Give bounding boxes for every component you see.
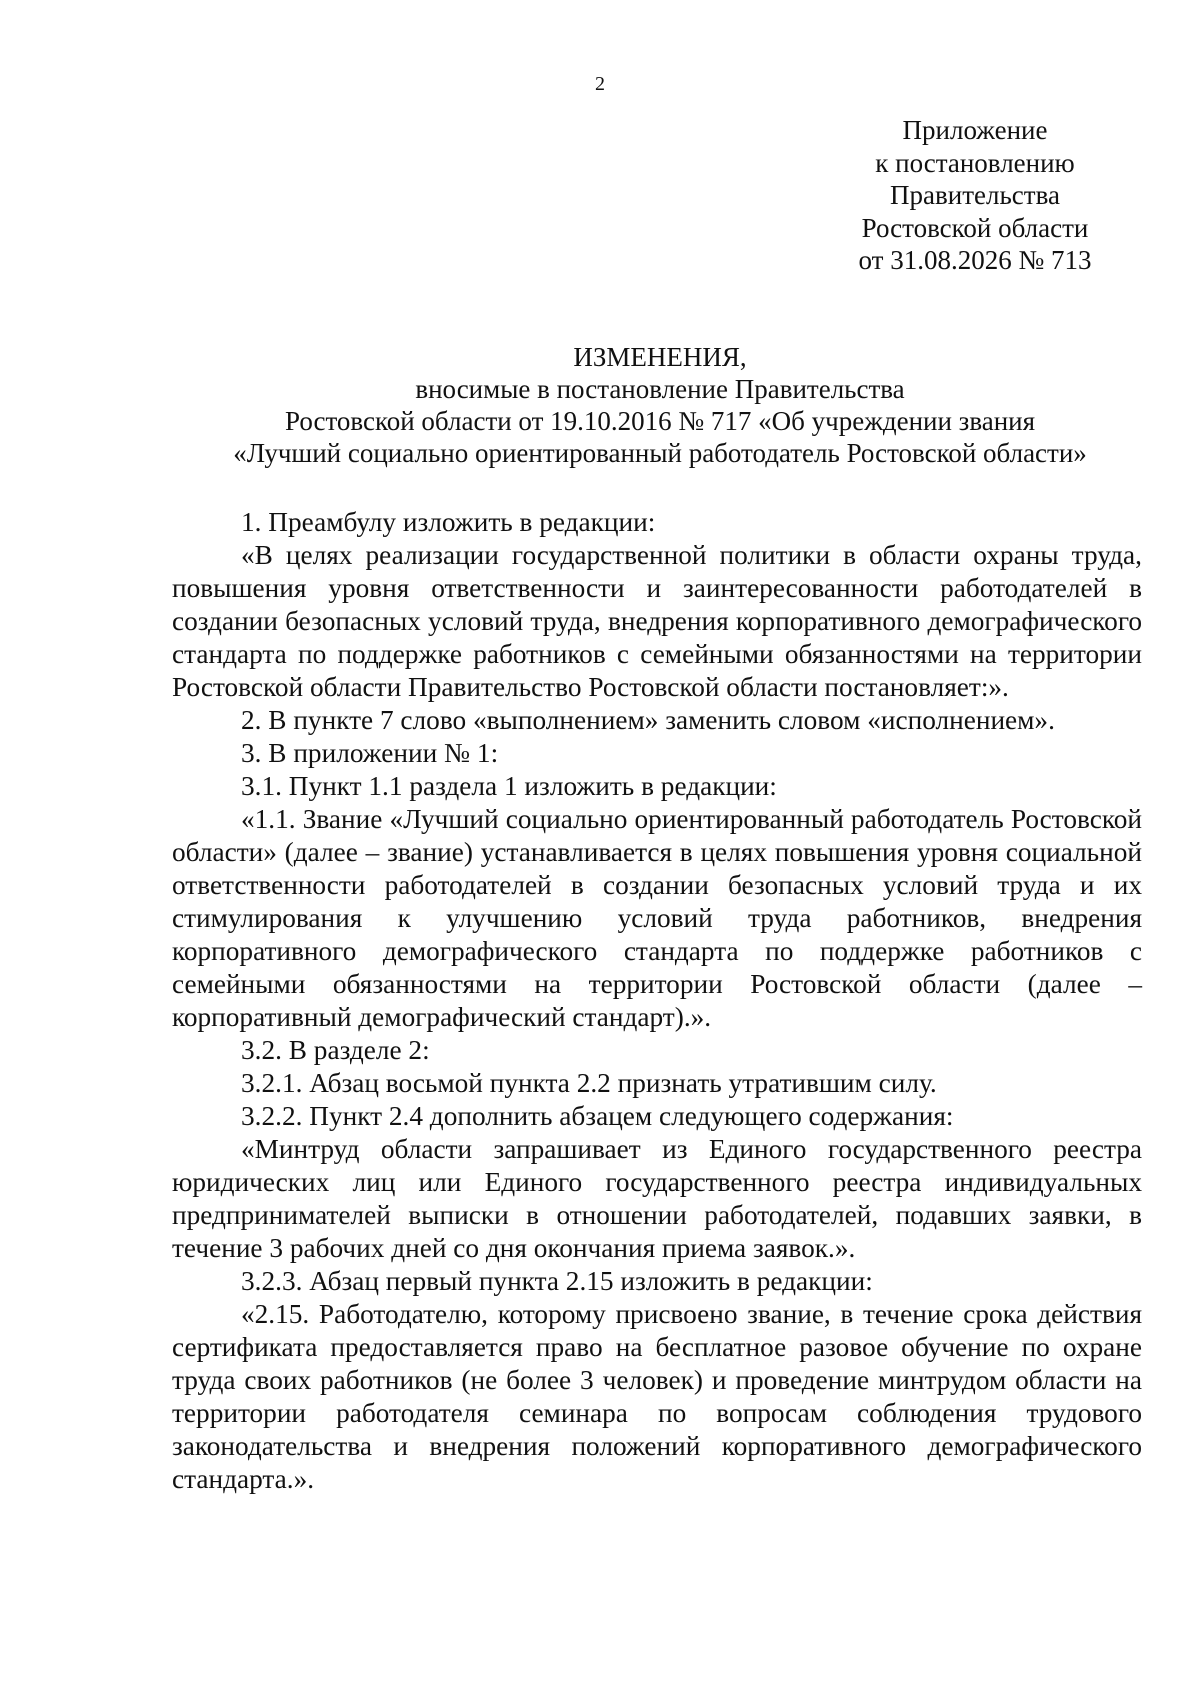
paragraph-item-3-2-1: 3.2.1. Абзац восьмой пункта 2.2 признать утратившим силу. xyxy=(241,1068,937,1098)
paragraph-item-3-2-2: 3.2.2. Пункт 2.4 дополнить абзацем следующего содержания: xyxy=(241,1101,954,1131)
appendix-line: Правительства xyxy=(890,180,1060,210)
appendix-header xyxy=(830,114,1120,277)
title-line: вносимые в постановление Правительства xyxy=(415,374,905,404)
document-title xyxy=(150,341,1170,469)
paragraph-item-3-1: 3.1. Пункт 1.1 раздела 1 изложить в редакции: xyxy=(241,771,777,801)
paragraph-item-1: 1. Преамбулу изложить в редакции: xyxy=(241,507,656,537)
title-heading: ИЗМЕНЕНИЯ, xyxy=(573,342,747,372)
page-number: 2 xyxy=(595,73,605,95)
paragraph-item-2: 2. В пункте 7 слово «выполнением» заменить словом «исполнением». xyxy=(241,705,1055,735)
title-line: «Лучший социально ориентированный работодатель Ростовской области» xyxy=(233,438,1087,468)
paragraph-item-3-2-3: 3.2.3. Абзац первый пункта 2.15 изложить в редакции: xyxy=(241,1266,873,1296)
paragraph-item-3: 3. В приложении № 1: xyxy=(241,738,499,768)
appendix-date-number: от 31.08.2026 № 713 xyxy=(858,245,1092,275)
document-body xyxy=(172,506,1142,1496)
paragraph-preamble-text: «В целях реализации государственной политики в области охраны труда, повышения уровня ответственности и заинтересованности работодателей в создании безопасных условий труда, внедрения корпоративного демографического стандарта по поддержке работников с семейными обязанностями на территории Ростовской области Правительство Ростовской области постановляет:». xyxy=(172,540,1142,702)
paragraph-item-2-15-text: «2.15. Работодателю, которому присвоено звание, в течение срока действия сертификата предоставляется право на бесплатное разовое обучение по охране труда своих работников (не более 3 человек) и проведение минтрудом области на территории работодателя семинара по вопросам соблюдения трудового законодательства и внедрения положений корпоративного демографического стандарта.». xyxy=(172,1299,1142,1494)
appendix-line: Ростовской области xyxy=(861,212,1089,243)
appendix-line: к постановлению xyxy=(875,147,1075,178)
appendix-line: Приложение xyxy=(902,115,1048,145)
paragraph-item-3-2: 3.2. В разделе 2: xyxy=(241,1035,430,1065)
paragraph-mintrud-text: «Минтруд области запрашивает из Единого государственного реестра юридических лиц или Единого государственного реестра индивидуальных предпринимателей выписки в отношении работодателей, подавших заявки, в течение 3 рабочих дней со дня окончания приема заявок.». xyxy=(172,1134,1142,1263)
paragraph-item-1-1-text: «1.1. Звание «Лучший социально ориентированный работодатель Ростовской области» (далее – звание) устанавливается в целях повышения уровня социальной ответственности работодателей в создании безопасных условий труда и их стимулирования к улучшению условий труда работников, внедрения корпоративного демографического стандарта по поддержке работников с семейными обязанностями на территории Ростовской области (далее – корпоративный демографический стандарт).». xyxy=(172,804,1142,1032)
title-line: Ростовской области от 19.10.2016 № 717 «Об учреждении звания xyxy=(284,406,1036,436)
